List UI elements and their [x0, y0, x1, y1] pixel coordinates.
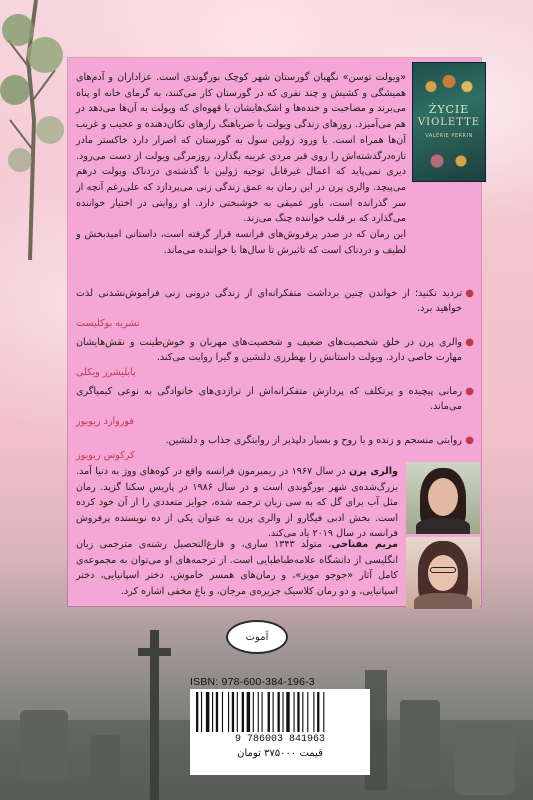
thumb-title-line2: VIOLETTE	[417, 117, 481, 128]
bullet-icon: ●	[465, 288, 474, 299]
thumb-author: VALÉRIE PERRIN	[425, 133, 473, 139]
bullet-icon: ●	[465, 337, 474, 348]
barcode	[190, 689, 370, 733]
barcode-number: 9 786003 841963	[190, 733, 370, 747]
review-item	[76, 384, 474, 429]
review-text: والری پرن در خلق شخصیت‌های ضعیف و شخصیت‌های مهربان و خوش‌طینت و نقش‌هایشان مهارت خاصی دارد. ویولت داستانش را بهطرزی دلنشین و گیرا روایت می‌کند.	[76, 337, 462, 363]
author-name: والری پرن	[349, 466, 399, 477]
review-item	[76, 335, 474, 380]
isbn-label: ISBN: 978-600-384-196-3	[190, 676, 315, 688]
price-label: قیمت ۳۷۵۰۰۰ تومان	[190, 747, 370, 775]
translator-name: مریم مفتاحی	[331, 539, 398, 550]
translator-photo	[406, 537, 480, 609]
book-cover-thumbnail	[412, 62, 486, 182]
translator-bio-text: ، متولد ۱۳۴۳ ساری، و فارغ‌التحصیل رشته‌ی مترجمی زبان انگلیسی از دانشگاه علامه‌طباطبایی است. از ترجمه‌های او می‌توان به مجموعه‌ی کامل آثار «جوجو مویز»، و رمان‌های همسر خاموش، دختر اسپانیایی، دختر اسپانیایی، و دو رمان کلاسیک جزیره‌ی مرجان، و باغ مخفی اشاره کرد.	[76, 539, 398, 597]
review-list	[76, 286, 474, 467]
author-bio	[76, 464, 398, 542]
bullet-icon: ●	[465, 435, 474, 446]
flower-decoration	[419, 149, 479, 173]
review-source: فوروارد ریویوز	[76, 416, 134, 427]
publisher-logo: آموت	[226, 620, 288, 654]
synopsis-paragraph: این رمان که در صدر پرفروش‌های فرانسه قرار گرفته است، داستانی امیدبخش و لطیف و دردناک است که تاثیرش تا سال‌ها با خواننده می‌ماند.	[76, 229, 406, 256]
thumb-title-line1: ŻYCIE	[428, 103, 470, 116]
synopsis-paragraph: «ویولت توسن» نگهبان گورستان شهر کوچک بورگوندی است. عزاداران و آدم‌های همیشگی و کشیش و چند نفری که در گورستان کار می‌کنند، به گرمای خانه او پناه می‌برند و مصاحبت و خنده‌ها و اشک‌هایشان با قهوه‌ای که ویولت به آن‌ها می‌دهد در هم می‌آمیزد. روزهای زندگی ویولت با ضرباهنگ رازهای تکان‌دهنده و عجیب و غریب آن‌ها همراه است. با ورود ژولین سول به گورستان که اصرار دارد خاکستر مادر تازه‌درگذشته‌اش را روی قبر مردی غریبه بگذارد، روزمرگی ویولت از دست می‌رود. دیری نمی‌پاید که اعمال غیرقابل توجیه ژولین با گذشته‌ی دردناک ویولت درهم می‌پیچد. والری پرن در این رمان به عمق زندگی زنی می‌پردازد که علی‌رغم آنچه از سر گذرانده است، باور عمیقی به خوشبختی دارد. او روایتی در اختیار خواننده می‌گذارد که بر قلب خواننده چنگ می‌زند.	[76, 72, 406, 225]
review-item	[76, 286, 474, 331]
bullet-icon: ●	[465, 386, 474, 397]
review-text: رمانی پیچیده و پرتکلف که پردازش متفکرانه‌اش از تراژدی‌های خانوادگی به نوعی کیمیاگری می‌ماند.	[76, 386, 462, 412]
review-source: نشریه بوکلیست	[76, 318, 140, 329]
synopsis	[76, 70, 406, 258]
review-item	[76, 433, 474, 463]
review-text: روایتی منسجم و زنده و با روح و بسیار دلپذیر از روایتگری جذاب و دلنشین.	[165, 435, 462, 446]
translator-bio	[76, 537, 398, 599]
review-source: کرکوس ریویوز	[76, 450, 135, 461]
flower-decoration	[419, 71, 479, 97]
tree-illustration	[0, 0, 70, 260]
author-bio-text: در سال ۱۹۶۷ در ریمیرمون فرانسه واقع در کوه‌های ووژ به دنیا آمد. بزرگ‌شده‌ی شهر بورگوندی است و در سال ۱۹۸۶ در پاریس سکنا گزید. رمان مثل آب برای گل که به سی زبان ترجمه شده، جوایز متعددی را از آن خود کرده است. بخش ادبی فیگارو از والری پرن به عنوان یکی از ده نویسنده پرفروش فرانسه در سال ۲۰۱۹ یاد می‌کند.	[76, 466, 398, 540]
review-text: تردید نکنید؛ از خواندن چنین برداشت متفکرانه‌ای از زندگی درونی زنی فراموش‌نشدنی لذت خواهید برد.	[76, 288, 462, 314]
review-source: پابلیشرز ویکلی	[76, 367, 136, 378]
author-photo	[406, 462, 480, 534]
